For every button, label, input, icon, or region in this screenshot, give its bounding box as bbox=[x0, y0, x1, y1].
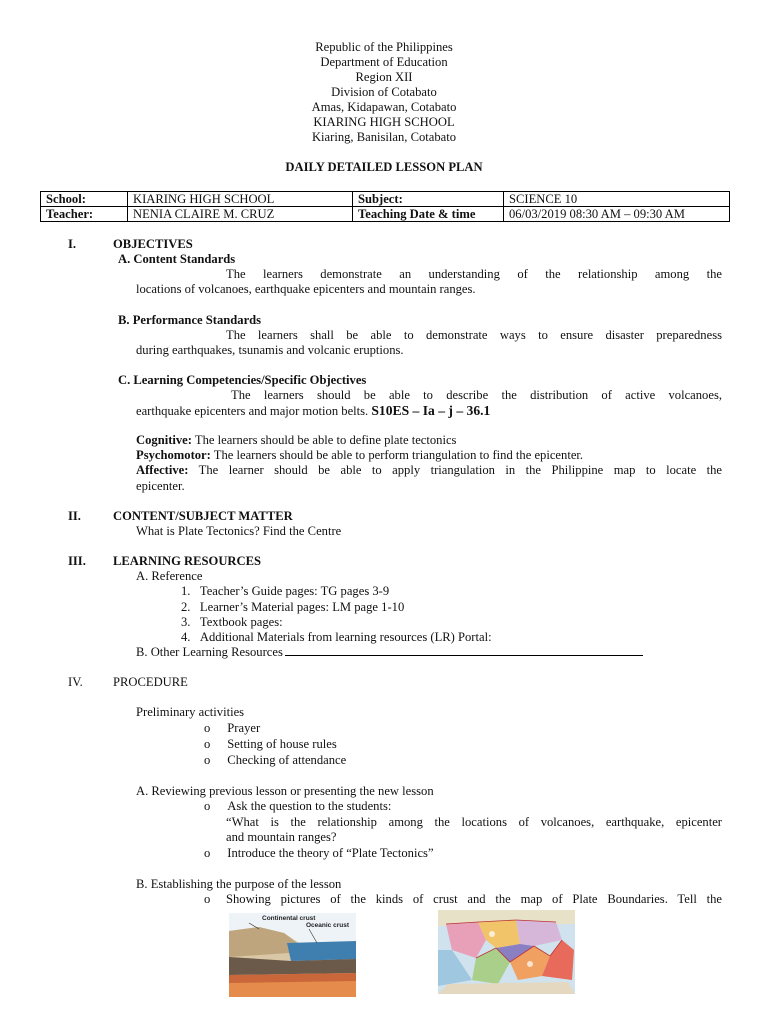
subject-value: SCIENCE 10 bbox=[504, 192, 730, 207]
bullet-icon: o bbox=[204, 892, 211, 906]
teacher-label: Teacher: bbox=[41, 207, 128, 222]
bullet-icon: o bbox=[204, 846, 211, 860]
preliminary-label: Preliminary activities bbox=[136, 705, 245, 719]
content-number: II. bbox=[68, 509, 81, 523]
competency-code: S10ES – Ia – j – 36.1 bbox=[371, 403, 491, 418]
objectives-number: I. bbox=[68, 237, 77, 251]
question-line1: “What is the relationship among the locations of volcanoes, earthquake, epicenter bbox=[226, 815, 722, 829]
purpose-label: B. Establishing the purpose of the lesson bbox=[136, 877, 342, 891]
cognitive-objective bbox=[136, 433, 456, 448]
header-region: Region XII bbox=[355, 70, 413, 84]
list-item bbox=[204, 892, 722, 907]
header-school: KIARING HIGH SCHOOL bbox=[313, 115, 455, 129]
psychomotor-label: Psychomotor: bbox=[136, 448, 211, 462]
date-value: 06/03/2019 08:30 AM – 09:30 AM bbox=[504, 207, 730, 222]
list-number: 2. bbox=[181, 600, 191, 614]
list-number: 1. bbox=[181, 584, 191, 598]
list-item bbox=[204, 753, 346, 768]
list-item bbox=[181, 584, 389, 599]
question-line2: and mountain ranges? bbox=[226, 830, 337, 844]
competencies-line1: The learners should be able to describe the distribution of active volcanoes, bbox=[231, 388, 722, 402]
list-item bbox=[204, 721, 260, 736]
crust-label-oceanic: Oceanic crust bbox=[306, 922, 349, 929]
list-item bbox=[181, 600, 404, 615]
performance-standards-label: B. Performance Standards bbox=[118, 313, 262, 327]
bullet-icon: o bbox=[204, 753, 211, 767]
subject-label: Subject: bbox=[353, 192, 504, 207]
list-item bbox=[181, 615, 283, 630]
plate-map-graphic bbox=[438, 910, 575, 994]
table-row bbox=[41, 192, 730, 207]
content-standards-label: A. Content Standards bbox=[118, 252, 236, 266]
table-row bbox=[41, 207, 730, 222]
list-text: Introduce the theory of “Plate Tectonics” bbox=[227, 846, 434, 860]
affective-objective bbox=[136, 463, 722, 478]
resources-number: III. bbox=[68, 554, 86, 568]
content-heading: CONTENT/SUBJECT MATTER bbox=[113, 509, 293, 523]
list-item bbox=[204, 846, 434, 861]
list-text: Checking of attendance bbox=[227, 753, 347, 767]
procedure-heading: PROCEDURE bbox=[113, 675, 188, 689]
header-division: Division of Cotabato bbox=[331, 85, 437, 99]
page-title: DAILY DETAILED LESSON PLAN bbox=[285, 160, 483, 174]
content-text: What is Plate Tectonics? Find the Centre bbox=[136, 524, 342, 538]
list-text: Showing pictures of the kinds of crust and the map of Plate Boundaries. Tell the bbox=[226, 892, 722, 906]
crust-label-continental: Continental crust bbox=[262, 915, 316, 922]
list-item bbox=[181, 630, 492, 645]
other-resources-label: B. Other Learning Resources bbox=[136, 645, 283, 659]
list-item bbox=[204, 799, 391, 814]
bullet-icon: o bbox=[204, 721, 211, 735]
competencies-text: earthquake epicenters and major motion belts. bbox=[136, 404, 369, 418]
psychomotor-text: The learners should be able to perform triangulation to find the epicenter. bbox=[210, 448, 584, 462]
cognitive-text: The learners should be able to define plate tectonics bbox=[191, 433, 457, 447]
competencies-line2 bbox=[136, 403, 490, 419]
other-resources bbox=[136, 645, 643, 660]
list-text: Prayer bbox=[227, 721, 261, 735]
header-republic: Republic of the Philippines bbox=[315, 40, 453, 54]
teacher-value: NENIA CLAIRE M. CRUZ bbox=[128, 207, 353, 222]
plate-boundaries-map-icon bbox=[438, 910, 575, 994]
list-text: Teacher’s Guide pages: TG pages 3-9 bbox=[199, 584, 390, 598]
list-text: Additional Materials from learning resources (LR) Portal: bbox=[199, 630, 492, 644]
procedure-number: IV. bbox=[68, 675, 83, 689]
content-standards-line2: locations of volcanoes, earthquake epicenters and mountain ranges. bbox=[136, 282, 476, 296]
competencies-label: C. Learning Competencies/Specific Objectives bbox=[118, 373, 367, 387]
affective-label: Affective: bbox=[136, 463, 189, 477]
list-text: Ask the question to the students: bbox=[227, 799, 392, 813]
reference-label: A. Reference bbox=[136, 569, 203, 583]
blank-line bbox=[285, 645, 643, 656]
list-text: Setting of house rules bbox=[227, 737, 337, 751]
affective-line2: epicenter. bbox=[136, 479, 185, 493]
resources-heading: LEARNING RESOURCES bbox=[113, 554, 262, 568]
psychomotor-objective bbox=[136, 448, 583, 463]
header-address: Amas, Kidapawan, Cotabato bbox=[311, 100, 457, 114]
content-standards-line1: The learners demonstrate an understanding of the relationship among the bbox=[226, 267, 722, 281]
bullet-icon: o bbox=[204, 799, 211, 813]
reviewing-label: A. Reviewing previous lesson or presenting the new lesson bbox=[136, 784, 434, 798]
crust-diagram-graphic bbox=[229, 913, 356, 997]
performance-standards-line2: during earthquakes, tsunamis and volcanic eruptions. bbox=[136, 343, 404, 357]
affective-text: The learner should be able to apply triangulation in the Philippine map to locate the bbox=[188, 463, 722, 477]
school-value: KIARING HIGH SCHOOL bbox=[128, 192, 353, 207]
list-number: 4. bbox=[181, 630, 191, 644]
list-item bbox=[204, 737, 337, 752]
school-label: School: bbox=[41, 192, 128, 207]
bullet-icon: o bbox=[204, 737, 211, 751]
info-table bbox=[40, 191, 730, 222]
header-department: Department of Education bbox=[320, 55, 448, 69]
cognitive-label: Cognitive: bbox=[136, 433, 192, 447]
list-number: 3. bbox=[181, 615, 191, 629]
date-label: Teaching Date & time bbox=[353, 207, 504, 222]
objectives-heading: OBJECTIVES bbox=[113, 237, 193, 251]
list-text: Textbook pages: bbox=[199, 615, 283, 629]
list-text: Learner’s Material pages: LM page 1-10 bbox=[199, 600, 405, 614]
crust-diagram-icon bbox=[229, 913, 356, 997]
header-school-address: Kiaring, Banisilan, Cotabato bbox=[311, 130, 457, 144]
performance-standards-line1: The learners shall be able to demonstrate ways to ensure disaster preparedness bbox=[226, 328, 722, 342]
